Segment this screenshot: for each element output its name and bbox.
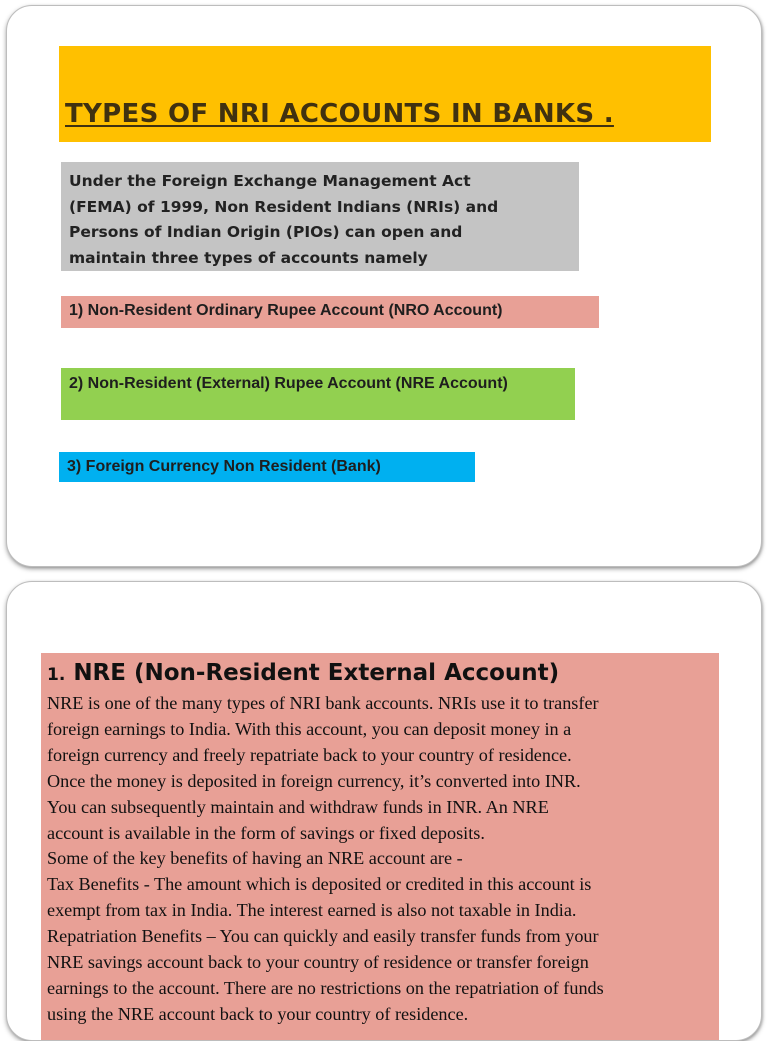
- intro-line: (FEMA) of 1999, Non Resident Indians (NRIs) and: [69, 197, 499, 216]
- nre-heading: [47, 657, 713, 691]
- slide-title: TYPES OF NRI ACCOUNTS IN BANKS .: [65, 99, 614, 129]
- fcnr-account-item: 3) Foreign Currency Non Resident (Bank): [59, 452, 475, 482]
- body-line: earnings to the account. There are no restrictions on the repatriation of funds: [47, 977, 604, 998]
- intro-line: Persons of Indian Origin (PIOs) can open and: [69, 223, 463, 241]
- body-line: NRE savings account back to your country of residence or transfer foreign: [47, 952, 589, 973]
- slide-1: [6, 5, 762, 567]
- body-line: Once the money is deposited in foreign currency, it’s converted into INR.: [47, 770, 581, 791]
- body-line: Tax Benefits - The amount which is deposited or credited in this account is: [47, 874, 592, 895]
- body-line: using the NRE account back to your country of residence.: [47, 1003, 469, 1024]
- intro-line: Under the Foreign Exchange Management Act: [69, 172, 471, 190]
- nre-account-item: 2) Non-Resident (External) Rupee Account (NRE Account): [61, 368, 575, 420]
- body-line: NRE is one of the many types of NRI bank accounts. NRIs use it to transfer: [47, 693, 599, 713]
- body-line: Some of the key benefits of having an NRE account are -: [47, 848, 463, 869]
- nre-body: [47, 691, 713, 1028]
- body-line: foreign earnings to India. With this account, you can deposit money in a: [47, 718, 572, 739]
- nro-account-item: 1) Non-Resident Ordinary Rupee Account (NRO Account): [61, 296, 599, 328]
- heading-number: 1.: [47, 665, 66, 685]
- slide-2: [6, 581, 762, 1041]
- title-banner: [59, 46, 711, 142]
- body-line: account is available in the form of savings or fixed deposits.: [47, 822, 485, 843]
- body-line: exempt from tax in India. The interest earned is also not taxable in India.: [47, 900, 577, 921]
- heading-text: NRE (Non-Resident External Account): [73, 660, 560, 686]
- intro-text-box: [61, 162, 579, 271]
- body-line: foreign currency and freely repatriate back to your country of residence.: [47, 744, 572, 765]
- body-line: Repatriation Benefits – You can quickly and easily transfer funds from your: [47, 926, 599, 947]
- body-line: You can subsequently maintain and withdraw funds in INR. An NRE: [47, 796, 549, 817]
- intro-line: maintain three types of accounts namely: [69, 248, 428, 267]
- nre-description-box: [41, 653, 719, 1041]
